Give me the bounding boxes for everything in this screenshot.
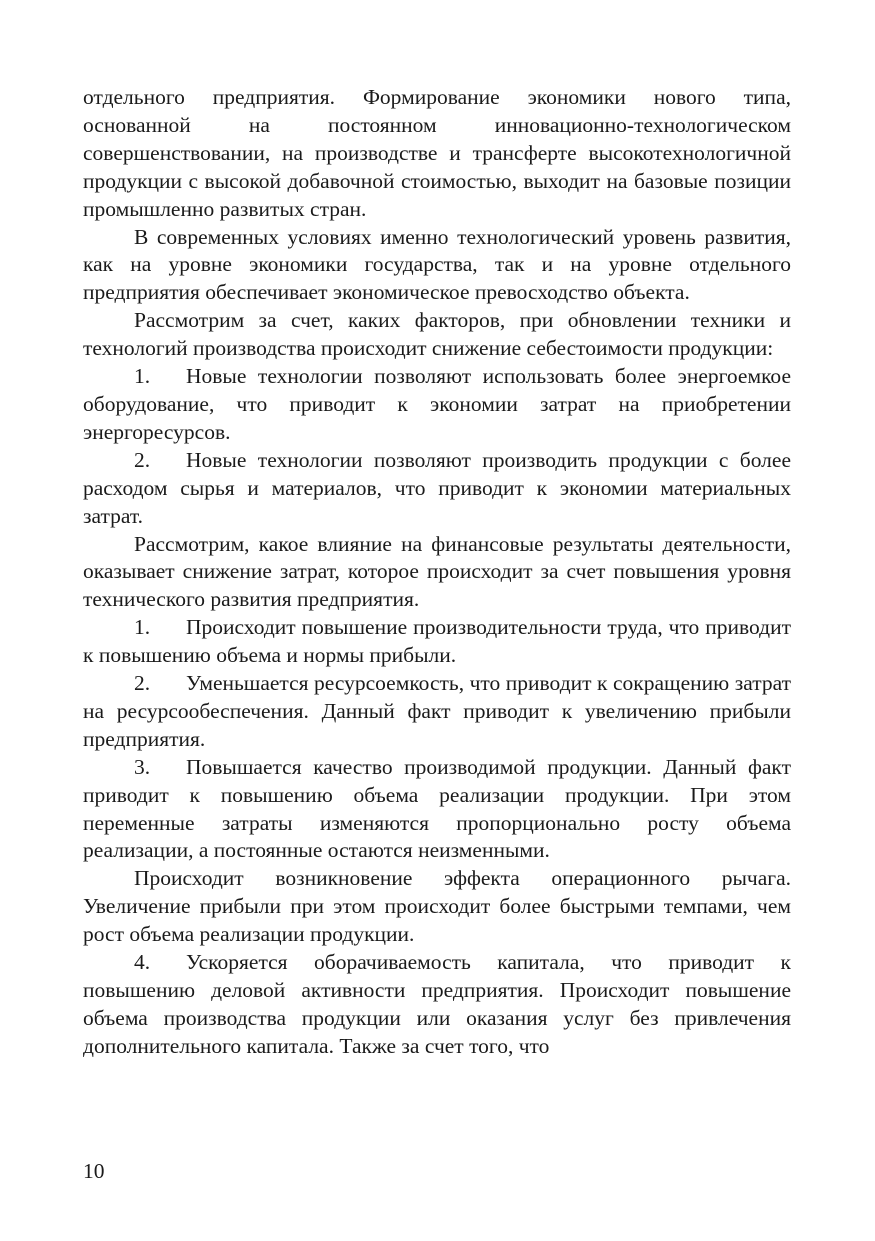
- page-number: 10: [83, 1159, 105, 1183]
- list-item-number: 4.: [134, 950, 151, 975]
- paragraph-cost-factors-intro: Рассмотрим за счет, каких факторов, при обновлении техники и технологий производства происходит снижение себестоимости продукции:: [83, 308, 791, 361]
- list-item-number: 1.: [134, 364, 151, 389]
- paragraph-continuation: отдельного предприятия. Формирование экономики нового типа, основанной на постоянном инновационно-технологическом совершенствовании, на производстве и трансферте высокотехнологичной продукции с высокой добавочной стоимостью, выходит на базовые позиции промышленно развитых стран.: [83, 85, 791, 221]
- list-item: [83, 614, 791, 670]
- list-item-text: Уменьшается ресурсоемкость, что приводит к сокращению затрат на ресурсообеспечения. Данный факт приводит к увеличению прибыли предприятия.: [83, 671, 791, 751]
- list-item-text: Новые технологии позволяют производить продукции с более расходом сырья и материалов, что приводит к экономии материальных затрат.: [83, 447, 791, 528]
- list-item: [83, 447, 791, 531]
- paragraph-technological-level: В современных условиях именно технологический уровень развития, как на уровне экономики государства, так и на уровне отдельного предприятия обеспечивает экономическое превосходство объекта.: [83, 224, 791, 305]
- list-item-text: Повышается качество производимой продукции. Данный факт приводит к повышению объема реализации продукции. При этом переменные затраты изменяются пропорционально росту объема реализации, а постоянные остаются неизменными.: [83, 754, 791, 863]
- list-item-number: 2.: [134, 671, 151, 696]
- list-item: [83, 949, 791, 1061]
- page-body: [83, 84, 791, 1061]
- list-item: [83, 670, 791, 754]
- list-item-number: 2.: [134, 447, 151, 472]
- list-item-number: 1.: [134, 615, 151, 640]
- list-item-number: 3.: [134, 754, 151, 779]
- list-item-text: Ускоряется оборачиваемость капитала, что приводит к повышению деловой активности предприятия. Происходит повышение объема производства продукции или оказания услуг без привлечения дополнительного капитала. Также за счет того, что: [83, 950, 791, 1058]
- list-item-text: Происходит повышение производительности труда, что приводит к повышению объема и нормы прибыли.: [83, 615, 791, 668]
- list-item: [83, 363, 791, 447]
- list-item: [83, 754, 791, 866]
- paragraph-operating-leverage: Происходит возникновение эффекта операционного рычага. Увеличение прибыли при этом происходит более быстрыми темпами, чем рост объема реализации продукции.: [83, 866, 791, 947]
- list-item-text: Новые технологии позволяют использовать более энергоемкое оборудование, что приводит к экономии затрат на приобретении энергоресурсов.: [83, 364, 791, 444]
- paragraph-financial-results-intro: Рассмотрим, какое влияние на финансовые результаты деятельности, оказывает снижение затрат, которое происходит за счет повышения уровня технического развития предприятия.: [83, 531, 791, 612]
